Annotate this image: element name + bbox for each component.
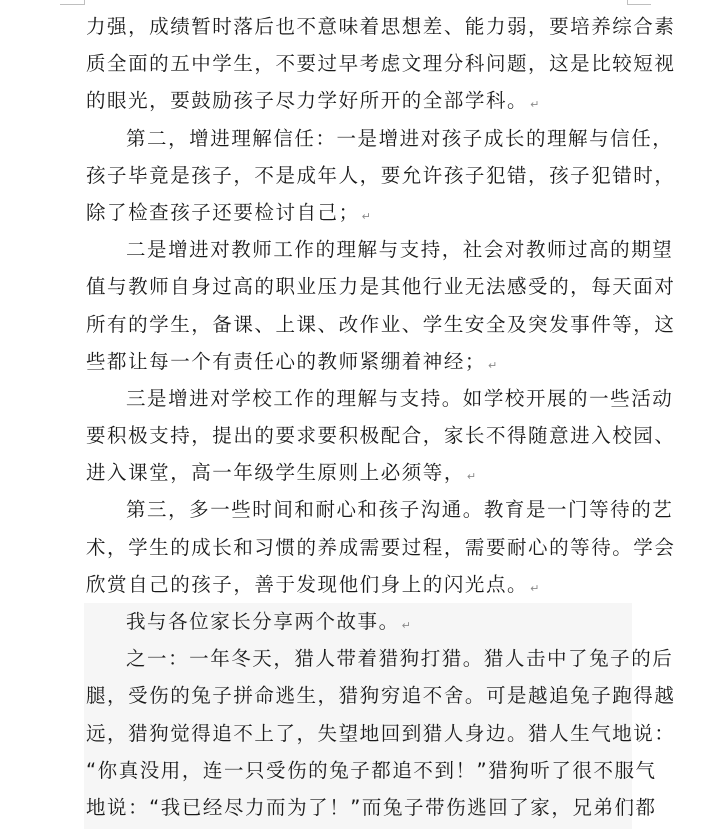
text-line [86,454,632,491]
text-line [86,789,657,826]
text-line-content: 欣赏自己的孩子，善于发现他们身上的闪光点。 [86,572,529,596]
text-line [86,8,676,45]
text-line [86,157,676,194]
text-line-content: 地说：“我已经尽力而为了！”而兔子带伤逃回了家，兄弟们都 [86,795,657,819]
text-line-content: 除了检查孩子还要检讨自己； [86,200,360,224]
document-body-text[interactable] [86,8,676,826]
text-line-content: 力强，成绩暂时落后也不意味着思想差、能力弱，要培养综合素 [86,15,676,38]
text-line-content: 要积极支持，提出的要求要积极配合，家长不得随意进入校园、 [86,424,676,448]
text-line-content: 第三，多一些时间和耐心和孩子沟通。教育是一门等待的艺 [126,498,674,522]
text-line [86,343,632,380]
text-line-content: 我与各位家长分享两个故事。 [126,610,400,633]
text-line [86,677,676,714]
text-line-content: 所有的学生，备课、上课、改作业、学生安全及突发事件等，这 [86,312,676,336]
paragraph-mark-icon: ↵ [466,470,477,484]
crop-mark-top-left [60,4,84,5]
text-line-content: “你真没用，连一只受伤的兔子都追不到！”猎狗听了很不服气 [86,758,657,782]
text-line [86,231,674,268]
paragraph-mark-icon: ↵ [530,581,540,595]
text-line-content: 术，学生的成长和习惯的养成需要过程，需要耐心的等待。学会 [86,535,676,559]
text-line-content: 进入课堂，高一年级学生原则上必须等， [86,461,465,485]
text-line [86,752,657,789]
text-line [86,603,632,640]
text-line [86,45,676,82]
text-line-content: 值与教师自身过高的职业压力是其他行业无法感受的，每天面对 [86,275,676,299]
text-line-content: 第二，增进理解信任：一是增进对孩子成长的理解与信任， [126,126,674,150]
crop-mark-top-left-vertical [84,0,85,5]
text-line-content: 二是增进对教师工作的理解与支持，社会对教师过高的期望 [126,238,674,262]
text-line-content: 质全面的五中学生，不要过早考虑文理分科问题，这是比较短视 [86,52,676,76]
text-line [86,120,674,157]
text-line-content: 腿，受伤的兔子拼命逃生，猎狗穷追不舍。可是越追兔子跑得越 [86,684,676,708]
crop-mark-top-right [627,4,651,5]
crop-mark-top-right-vertical [627,0,628,5]
text-line [86,566,632,603]
text-line [86,194,632,231]
text-line-content: 之一：一年冬天，猎人带着猎狗打猎。猎人击中了兔子的后 [126,647,674,671]
text-line [86,82,632,119]
text-line [86,715,676,752]
text-line-content: 的眼光，要鼓励孩子尽力学好所开的全部学科。 [86,89,529,113]
text-line-content: 些都让每一个有责任心的教师紧绷着神经； [86,349,486,373]
text-line [86,268,676,305]
text-line [86,417,676,454]
text-line-content: 远，猎狗觉得追不上了，失望地回到猎人身边。猎人生气地说： [86,721,676,745]
text-line [86,380,674,417]
text-line [86,640,674,677]
text-line [86,529,676,566]
paragraph-mark-icon: ↵ [530,98,540,112]
text-line-content: 三是增进对学校工作的理解与支持。如学校开展的一些活动 [126,386,674,410]
text-line [86,306,676,343]
paragraph-mark-icon: ↵ [401,619,411,632]
paragraph-mark-icon: ↵ [487,358,498,372]
text-line [86,491,674,528]
text-line-content: 孩子毕竟是孩子，不是成年人，要允许孩子犯错，孩子犯错时， [86,163,676,187]
paragraph-mark-icon: ↵ [361,209,371,223]
